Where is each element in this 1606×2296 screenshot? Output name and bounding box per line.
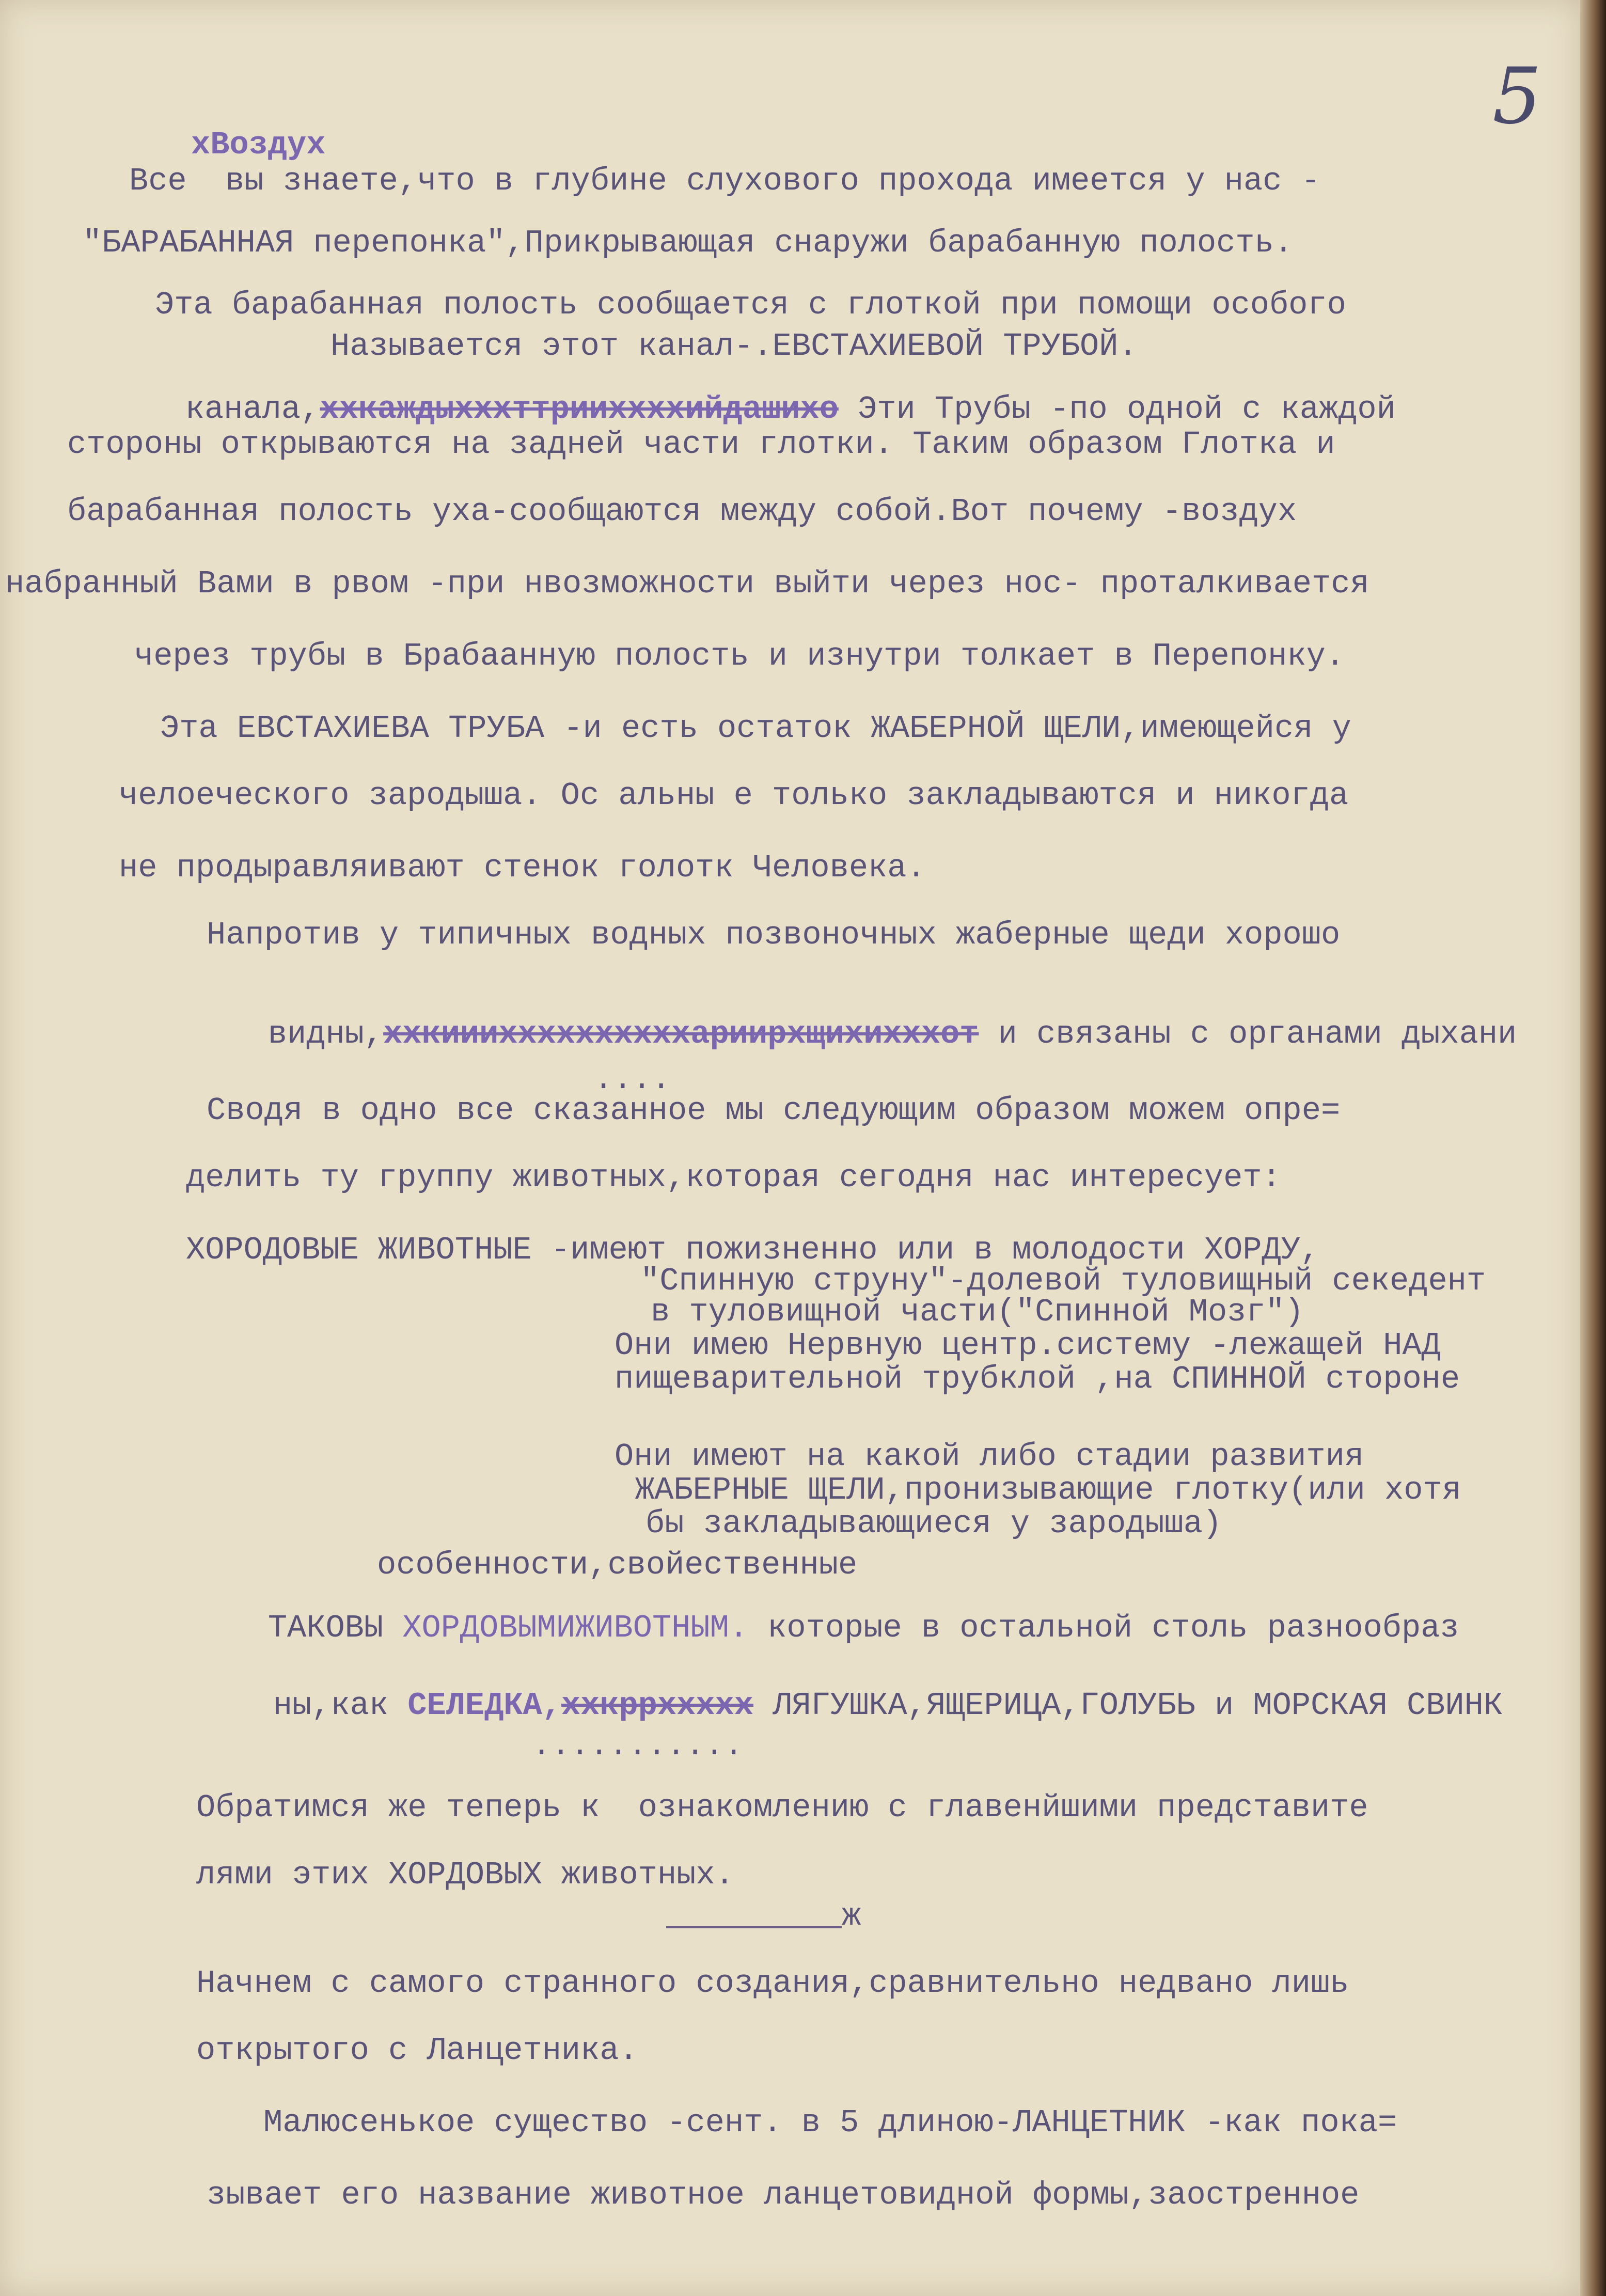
- text-line: челоеческого зародыша. Ос альны е только закладываются и никогда: [119, 777, 1349, 814]
- definition-line: Они имею Нервную центр.систему -лежащей НАД: [615, 1327, 1441, 1364]
- struck-out-text: ххкиииххххххххххариирхщихихххот: [383, 1016, 979, 1052]
- text-line: барабанная полость уха-сообщаются между собой.Вот почему -воздух: [67, 493, 1297, 530]
- overtyped-text: СЕЛЕДКА,: [407, 1687, 561, 1724]
- text-segment: канала,: [185, 391, 320, 428]
- text-segment: ЛЯГУШКА,ЯЩЕРИЦА,ГОЛУБЬ и МОРСКАЯ СВИНК: [753, 1687, 1503, 1724]
- text-line: Напротив у типичных водных позвоночных жаберные щеди хорошо: [207, 917, 1341, 953]
- text-line: набранный Вами в рвом -при нвозможности выйти через нос- проталкивается: [5, 565, 1369, 602]
- separator-mark: ж: [842, 1898, 861, 1935]
- text-line: делить ту группу животных,которая сегодня нас интересует:: [186, 1159, 1281, 1196]
- text-line: через трубы в Брабаанную полость и изнутри толкает в Перепонку.: [134, 638, 1345, 674]
- text-line: Эта барабанная полость сообщается с глоткой при помощи особого: [155, 287, 1346, 323]
- definition-line: ЖАБЕРНЫЕ ЩЕЛИ,пронизывающие глотку(или хотя: [635, 1472, 1461, 1508]
- text-segment: ТАКОВЫ: [267, 1610, 403, 1646]
- definition-line: пищеварительной трубклой ,на СПИННОЙ стороне: [615, 1361, 1460, 1397]
- inserted-text-line: особенности,свойественные: [377, 1547, 858, 1583]
- text-segment: видны,: [267, 1016, 384, 1052]
- struck-out-text: ххкррххххх: [561, 1687, 753, 1724]
- text-segment: ны,как: [273, 1687, 408, 1724]
- text-line: Сводя в одно все сказанное мы следующим образом можем опре=: [207, 1092, 1341, 1129]
- definition-line: "Спинную струну"-долевой туловищный секедент: [640, 1263, 1486, 1299]
- ellipsis: ...........: [532, 1727, 744, 1764]
- struck-out-text: ххкаждыхххттрииххххийдашихо: [320, 391, 839, 428]
- inserted-text-line: Называется этот канал-.ЕВСТАХИЕВОЙ ТРУБОЙ.: [330, 328, 1138, 365]
- page-number: 5: [1492, 52, 1542, 141]
- ellipsis: ....: [594, 1061, 671, 1098]
- text-line: Малюсенькое существо -сент. в 5 длиною-ЛАНЦЕТНИК -как пока=: [263, 2104, 1397, 2141]
- text-line: Все вы знаете,что в глубине слухового прохода имеется у нас -: [129, 163, 1320, 199]
- text-line: Начнем с самого странного создания,сравнительно недвано лишь: [196, 1965, 1349, 2002]
- text-line: зывает его название животное ланцетовидной формы,заостренное: [207, 2177, 1360, 2213]
- text-segment: которые в остальной столь разнообраз: [748, 1610, 1459, 1646]
- text-line: "БАРАБАННАЯ перепонка",Прикрывающая снаружи барабанную полость.: [83, 225, 1293, 261]
- text-line: стороны открываются на задней части глотки. Таким образом Глотка и: [67, 426, 1335, 463]
- text-line-segmented: [191, 986, 1517, 1082]
- text-line: лями этих ХОРДОВЫХ животных.: [196, 1857, 734, 1893]
- definition-head: ХОРОДОВЫЕ ЖИВОТНЫЕ -имеют пожизненно или в молодости ХОРДУ,: [186, 1232, 1320, 1268]
- text-line: Обратимся же теперь к ознакомлению с главенйшими представите: [196, 1789, 1368, 1826]
- text-line: не продыравляивают стенок голотк Человека.: [119, 850, 926, 886]
- text-segment: Эти Трубы -по одной с каждой: [838, 391, 1396, 428]
- definition-line: бы закладывающиеся у зародыша): [645, 1505, 1222, 1542]
- definition-line: в туловищной части("Спинной Мозг"): [651, 1294, 1304, 1330]
- heading-vozdukh: хВоздух: [191, 127, 326, 163]
- text-line: Эта ЕВСТАХИЕВА ТРУБА -и есть остаток ЖАБЕРНОЙ ЩЕЛИ,имеющейся у: [160, 710, 1351, 747]
- definition-line: Они имеют на какой либо стадии развития: [615, 1438, 1364, 1475]
- text-segment: и связаны с органами дыхани: [979, 1016, 1517, 1052]
- text-line: открытого с Ланцетника.: [196, 2032, 638, 2069]
- page-edge: [1580, 0, 1606, 2296]
- separator-rule: [666, 1926, 842, 1928]
- text-line-segmented: [196, 1658, 1503, 1754]
- overtyped-text: ХОРДОВЫМИЖИВОТНЫМ.: [402, 1610, 748, 1646]
